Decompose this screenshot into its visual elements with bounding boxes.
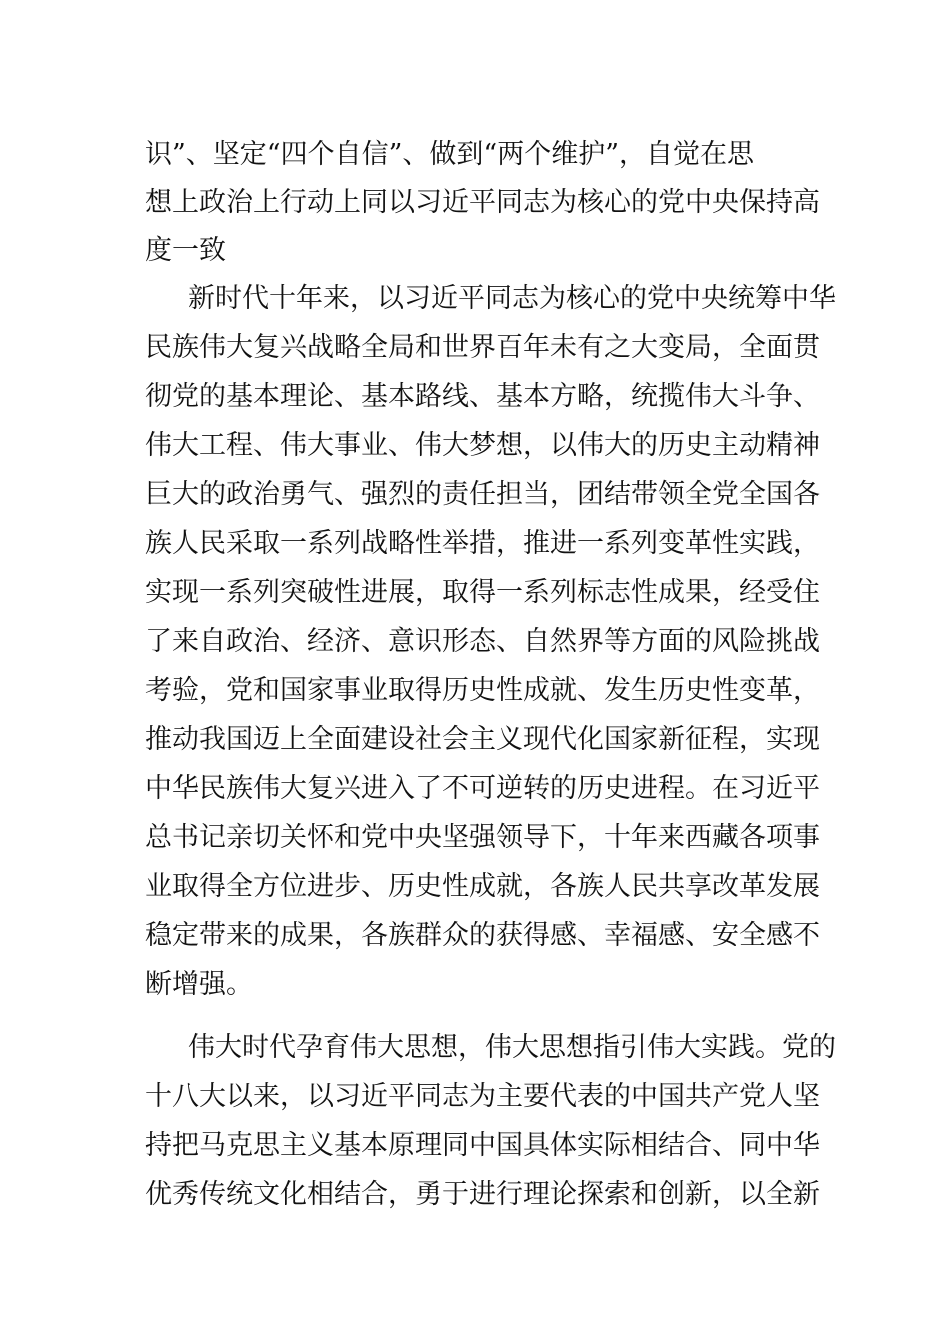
paragraph-2-line-12: 总书记亲切关怀和党中央坚强领导下，十年来西藏各项事 <box>145 822 820 853</box>
paragraph-3-line-3: 持把马克思主义基本原理同中国具体实际相结合、同中华 <box>145 1130 820 1161</box>
paragraph-2-line-10: 推动我国迈上全面建设社会主义现代化国家新征程，实现 <box>145 724 820 755</box>
paragraph-2-line-2: 民族伟大复兴战略全局和世界百年未有之大变局，全面贯 <box>145 332 820 363</box>
paragraph-2-line-1: 新时代十年来，以习近平同志为核心的党中央统筹中华 <box>188 283 836 314</box>
paragraph-1-line-3: 度一致 <box>145 235 226 266</box>
paragraph-2-line-7: 实现一系列突破性进展，取得一系列标志性成果，经受住 <box>145 577 820 608</box>
paragraph-1-line-1: 识”、坚定“四个自信”、做到“两个维护”，自觉在思 <box>145 139 755 170</box>
paragraph-2-line-5: 巨大的政治勇气、强烈的责任担当，团结带领全党全国各 <box>145 479 820 510</box>
paragraph-2-line-13: 业取得全方位进步、历史性成就，各族人民共享改革发展 <box>145 871 820 902</box>
paragraph-2-line-3: 彻党的基本理论、基本路线、基本方略，统揽伟大斗争、 <box>145 381 820 412</box>
paragraph-2-line-11: 中华民族伟大复兴进入了不可逆转的历史进程。在习近平 <box>145 773 820 804</box>
paragraph-3-line-1: 伟大时代孕育伟大思想，伟大思想指引伟大实践。党的 <box>188 1032 836 1063</box>
paragraph-3-line-4: 优秀传统文化相结合，勇于进行理论探索和创新，以全新 <box>145 1179 820 1210</box>
paragraph-2-line-14: 稳定带来的成果，各族群众的获得感、幸福感、安全感不 <box>145 920 820 951</box>
paragraph-2-line-6: 族人民采取一系列战略性举措，推进一系列变革性实践， <box>145 528 820 559</box>
paragraph-2-line-15: 断增强。 <box>145 969 253 1000</box>
paragraph-2-line-8: 了来自政治、经济、意识形态、自然界等方面的风险挑战 <box>145 626 820 657</box>
paragraph-1-line-2: 想上政治上行动上同以习近平同志为核心的党中央保持高 <box>145 187 820 218</box>
paragraph-3-line-2: 十八大以来，以习近平同志为主要代表的中国共产党人坚 <box>145 1081 820 1112</box>
paragraph-2-line-9: 考验，党和国家事业取得历史性成就、发生历史性变革， <box>145 675 820 706</box>
paragraph-2-line-4: 伟大工程、伟大事业、伟大梦想，以伟大的历史主动精神 <box>145 430 820 461</box>
